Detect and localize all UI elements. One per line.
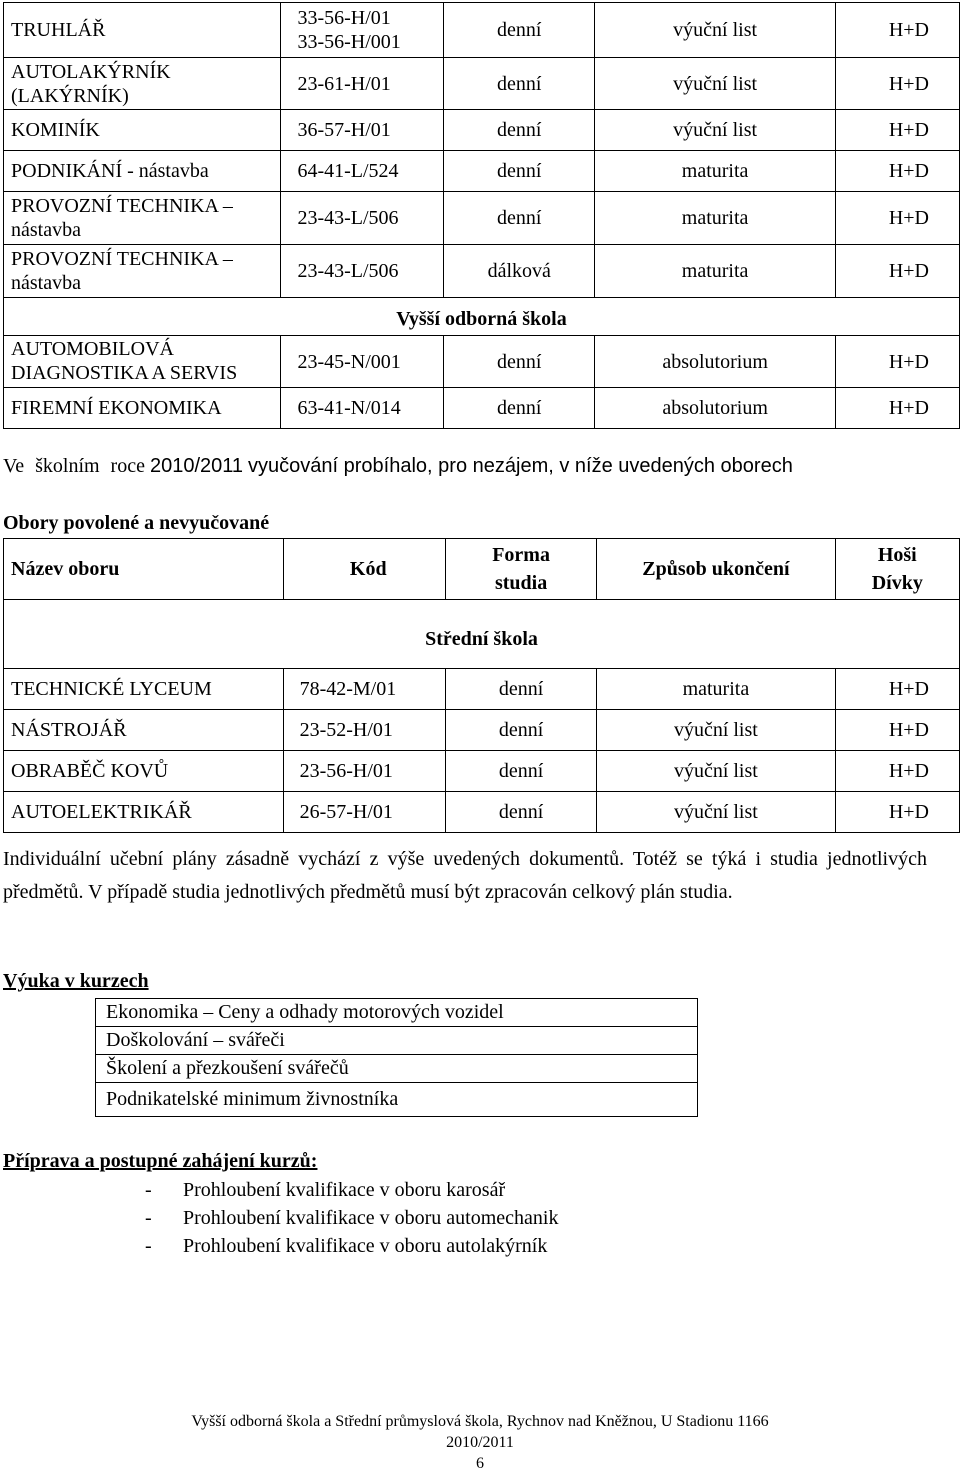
completion-type: maturita	[595, 151, 835, 192]
gender-value: H+D	[835, 751, 959, 792]
table-row	[4, 3, 960, 58]
paragraph-rest: vyučování probíhalo, pro nezájem, v níže uvedených oborech	[248, 455, 793, 477]
gender-value: H+D	[835, 245, 959, 298]
gender-value: H+D	[835, 192, 959, 245]
completion-type: výuční list	[597, 792, 835, 833]
study-form: denní	[444, 3, 595, 58]
program-code: 63-41-N/014	[281, 388, 444, 429]
list-item	[145, 1176, 558, 1204]
study-form: dálková	[444, 245, 595, 298]
completion-type: maturita	[597, 669, 835, 710]
header-name: Název oboru	[4, 539, 284, 600]
table-row	[96, 1027, 698, 1055]
list-item	[145, 1204, 558, 1232]
table-header-row	[4, 539, 960, 600]
table-row	[4, 792, 960, 833]
header-form: Forma studia	[445, 539, 596, 600]
table-row	[4, 710, 960, 751]
section-label-vos: Vyšší odborná škola	[4, 298, 960, 336]
program-code: 23-45-N/001	[281, 336, 444, 388]
list-item	[145, 1232, 558, 1260]
program-name: TECHNICKÉ LYCEUM	[4, 669, 284, 710]
program-name: PROVOZNÍ TECHNIKA – nástavba	[4, 245, 281, 298]
program-name: OBRABĚČ KOVŮ	[4, 751, 284, 792]
completion-type: výuční list	[595, 58, 835, 110]
section-label-ss: Střední škola	[4, 600, 960, 669]
school-year-paragraph	[3, 455, 943, 478]
preparation-list	[145, 1176, 558, 1260]
program-name: KOMINÍK	[4, 110, 281, 151]
course-item: Podnikatelské minimum živnostníka	[96, 1083, 698, 1117]
program-name: AUTOLAKÝRNÍK (LAKÝRNÍK)	[4, 58, 281, 110]
header-code: Kód	[283, 539, 445, 600]
gender-value: H+D	[835, 669, 959, 710]
list-dash: -	[145, 1235, 152, 1257]
study-form: denní	[444, 388, 595, 429]
completion-type: výuční list	[597, 710, 835, 751]
completion-type: maturita	[595, 192, 835, 245]
program-code: 36-57-H/01	[281, 110, 444, 151]
gender-value: H+D	[835, 58, 959, 110]
list-dash: -	[145, 1179, 152, 1201]
program-name: AUTOMOBILOVÁ DIAGNOSTIKA A SERVIS	[4, 336, 281, 388]
table-row	[4, 751, 960, 792]
gender-value: H+D	[835, 388, 959, 429]
table-row	[96, 1055, 698, 1083]
study-form: denní	[445, 710, 596, 751]
course-item: Školení a přezkoušení svářečů	[96, 1055, 698, 1083]
study-form: denní	[444, 110, 595, 151]
program-name: FIREMNÍ EKONOMIKA	[4, 388, 281, 429]
table-row	[96, 999, 698, 1027]
paragraph-prefix: Ve školním roce	[3, 455, 145, 477]
program-code: 23-43-L/506	[281, 192, 444, 245]
list-item-text: Prohloubení kvalifikace v oboru karosář	[183, 1179, 506, 1201]
gender-value: H+D	[835, 151, 959, 192]
obory-table	[3, 538, 960, 833]
table-row	[4, 58, 960, 110]
completion-type: maturita	[595, 245, 835, 298]
gender-value: H+D	[835, 710, 959, 751]
footer-year: 2010/2011	[446, 1434, 514, 1451]
course-item: Doškolování – svářeči	[96, 1027, 698, 1055]
program-name: NÁSTROJÁŘ	[4, 710, 284, 751]
gender-value: H+D	[835, 110, 959, 151]
study-form: denní	[444, 192, 595, 245]
completion-type: výuční list	[595, 3, 835, 58]
study-form: denní	[444, 151, 595, 192]
program-name: PROVOZNÍ TECHNIKA – nástavba	[4, 192, 281, 245]
courses-heading: Výuka v kurzech	[3, 970, 149, 992]
program-code: 23-52-H/01	[283, 710, 445, 751]
table-row	[4, 245, 960, 298]
course-item: Ekonomika – Ceny a odhady motorových vozidel	[96, 999, 698, 1027]
courses-table	[95, 998, 698, 1117]
header-end: Způsob ukončení	[597, 539, 835, 600]
program-name: AUTOELEKTRIKÁŘ	[4, 792, 284, 833]
individual-plans-paragraph: Individuální učební plány zásadně vychází z výše uvedených dokumentů. Totéž se týká i studia jednotlivých předmětů. V případě studia jednotlivých předmětů musí být zpracován celkový plán studia.	[3, 848, 927, 903]
header-gender: Hoši Dívky	[835, 539, 959, 600]
program-name: TRUHLÁŘ	[4, 3, 281, 58]
gender-value: H+D	[835, 3, 959, 58]
study-form: denní	[444, 58, 595, 110]
preparation-heading: Příprava a postupné zahájení kurzů:	[3, 1150, 318, 1172]
completion-type: výuční list	[595, 110, 835, 151]
gender-value: H+D	[835, 792, 959, 833]
section-row	[4, 298, 960, 336]
program-code: 64-41-L/524	[281, 151, 444, 192]
study-form: denní	[445, 669, 596, 710]
program-name: PODNIKÁNÍ - nástavba	[4, 151, 281, 192]
completion-type: absolutorium	[595, 336, 835, 388]
program-code: 23-43-L/506	[281, 245, 444, 298]
table-row	[4, 336, 960, 388]
table-row	[4, 192, 960, 245]
completion-type: absolutorium	[595, 388, 835, 429]
table-row	[4, 388, 960, 429]
list-dash: -	[145, 1207, 152, 1229]
program-code: 23-61-H/01	[281, 58, 444, 110]
school-year: 2010/2011	[149, 455, 244, 477]
table-row	[4, 110, 960, 151]
gender-value: H+D	[835, 336, 959, 388]
section-row	[4, 600, 960, 669]
obory-heading: Obory povolené a nevyučované	[3, 512, 270, 534]
table-row	[96, 1083, 698, 1117]
study-form: denní	[445, 751, 596, 792]
completion-type: výuční list	[597, 751, 835, 792]
table-row	[4, 151, 960, 192]
page-number: 6	[476, 1455, 484, 1472]
study-form: denní	[445, 792, 596, 833]
list-item-text: Prohloubení kvalifikace v oboru autolakýrník	[183, 1235, 548, 1257]
program-code: 33-56-H/01 33-56-H/001	[281, 3, 444, 58]
program-code: 23-56-H/01	[283, 751, 445, 792]
table-row	[4, 669, 960, 710]
study-form: denní	[444, 336, 595, 388]
study-programs-table	[3, 2, 960, 429]
footer-school: Vyšší odborná škola a Střední průmyslová škola, Rychnov nad Kněžnou, U Stadionu 1166	[191, 1413, 769, 1430]
program-code: 26-57-H/01	[283, 792, 445, 833]
list-item-text: Prohloubení kvalifikace v oboru automechanik	[183, 1207, 559, 1229]
program-code: 78-42-M/01	[283, 669, 445, 710]
